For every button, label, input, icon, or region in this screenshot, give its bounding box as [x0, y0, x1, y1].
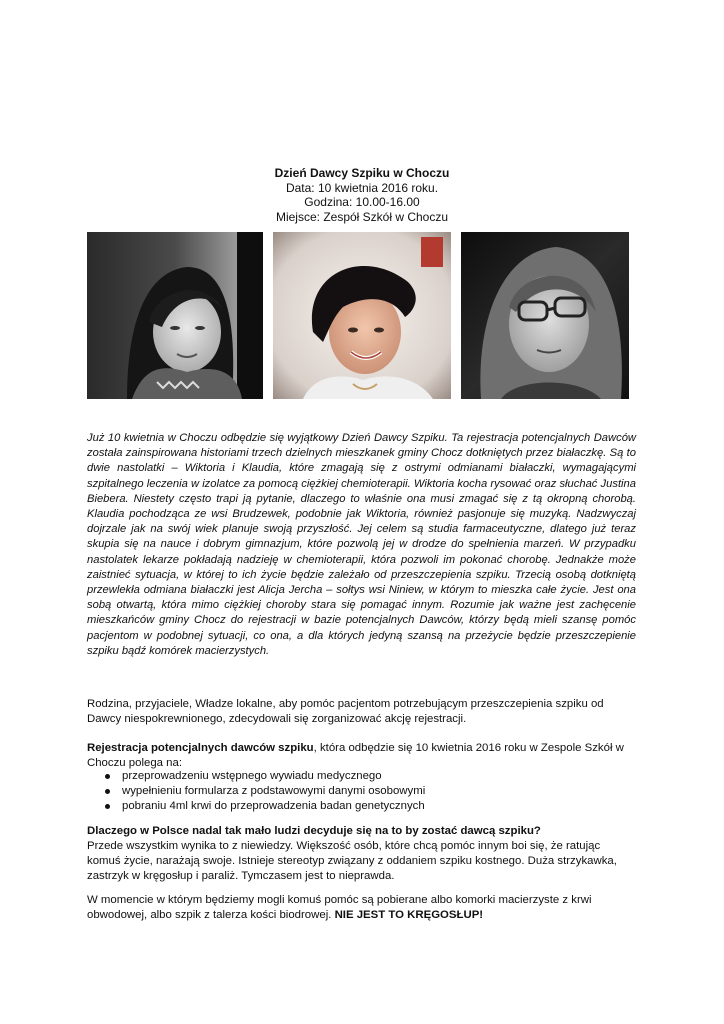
list-item	[87, 769, 636, 784]
why-question: Dlaczego w Polsce nadal tak mało ludzi decyduje się na to by zostać dawcą szpiku?	[87, 825, 541, 837]
list-item	[87, 784, 636, 799]
bullet-icon	[105, 774, 110, 779]
moment-emphasis: NIE JEST TO KRĘGOSŁUP!	[334, 909, 484, 922]
event-time: Godzina: 10.00-16.00	[304, 195, 420, 209]
bullet-icon	[105, 804, 110, 809]
moment-text: W momencie w którym będziemy mogli komuś pomóc są pobierane albo komorki macierzyste z krwi obwodowej, albo szpik z talerza kości biodrowej.	[87, 894, 592, 922]
photo-girl-dark-hair	[87, 232, 263, 399]
list-item	[87, 799, 636, 814]
why-answer: Przede wszystkim wynika to z niewiedzy. Większość osób, które chcą pomóc innym boi się, że ratując komuś życie, narażają swoje. Istnieje stereotyp związany z oddaniem szpiku kostnego. Duża strzykawka, zastrzyk w kręgosłup i paraliż. Tymczasem jest to nieprawda.	[87, 840, 617, 883]
registration-paragraph	[87, 741, 636, 771]
story-paragraph: Już 10 kwietnia w Choczu odbędzie się wyjątkowy Dzień Dawcy Szpiku. Ta rejestracja potencjalnych Dawców została zainspirowana historiami trzech dzielnych mieszkanek gminy Chocz dotkniętych przez białaczkę. Są to dwie nastolatki – Wiktoria i Klaudia, które zmagają się z ostrymi odmianami białaczki, wymagającymi szpitalnego leczenia w izolatce za pomocą ciężkiej chemioterapii. Wiktoria kocha rysować oraz słuchać Justina Biebera. Niestety często trapi ją pytanie, dlaczego to właśnie ona musi zmagać się z tą okropną chorobą. Klaudia pochodząca ze wsi Brudzewek, podobnie jak Wiktoria, również pasjonuje się muzyką. Nadzwyczaj dojrzale jak na swój wiek planuje swoją przyszłość. Jej celem są studia farmaceutyczne, dlatego już teraz skupia się na nauce i dobrym gimnazjum, które pozwolą jej w drodze do spełnienia marzeń. W przypadku nastolatek lekarze pokładają nadzieję w chemioterapii, która pozwoli im pokonać chorobę. Jednakże może zaistnieć sytuacja, w której to ich życie będzie zależało od przeszczepienia szpiku. Trzecią osobą dotkniętą przewlekła odmiana białaczki jest Alicja Jercha – sołtys wsi Niniew, w którym to mieszka całe życie. Jest ona sobą otwartą, która mimo ciężkiej choroby stara się pomagać innym. Rozumie jak ważne jest zachęcenie mieszkańców gminy Chocz do rejestracji w bazie potencjalnych Dawców, którzy będą mieli szansę pomóc pacjentom w podobnej sytuacji, co ona, a dla których jedyną szansą na przeżycie będzie przeszczepienie szpiku bądź komórek macierzystych.	[87, 432, 636, 657]
registration-heading: Rejestracja potencjalnych dawców szpiku	[87, 742, 314, 754]
why-paragraph	[87, 824, 636, 884]
list-item-text: przeprowadzeniu wstępnego wywiadu medycznego	[122, 770, 382, 782]
registration-text: , która odbędzie się 10 kwietnia 2016 roku w Zespole Szkół w Choczu polega na:	[87, 742, 624, 770]
list-item-text: wypełnieniu formularza z podstawowymi danymi osobowymi	[122, 785, 426, 798]
list-item-text: pobraniu 4ml krwi do przeprowadzenia badan genetycznych	[122, 800, 425, 813]
moment-paragraph	[87, 893, 636, 923]
family-paragraph: Rodzina, przyjaciele, Władze lokalne, aby pomóc pacjentom potrzebującym przeszczepienia szpiku od Dawcy niespokrewnionego, zdecydowali się zorganizować akcję rejestracji.	[87, 698, 604, 726]
event-date: Data: 10 kwietnia 2016 roku.	[285, 180, 439, 195]
registration-steps-list	[87, 769, 636, 814]
photo-woman-short-hair	[273, 232, 451, 399]
photo-girl-glasses	[461, 232, 629, 399]
event-header	[0, 166, 724, 224]
event-place: Miejsce: Zespół Szkół w Choczu	[275, 209, 449, 224]
bullet-icon	[105, 789, 110, 794]
event-title: Dzień Dawcy Szpiku w Choczu	[274, 166, 450, 180]
